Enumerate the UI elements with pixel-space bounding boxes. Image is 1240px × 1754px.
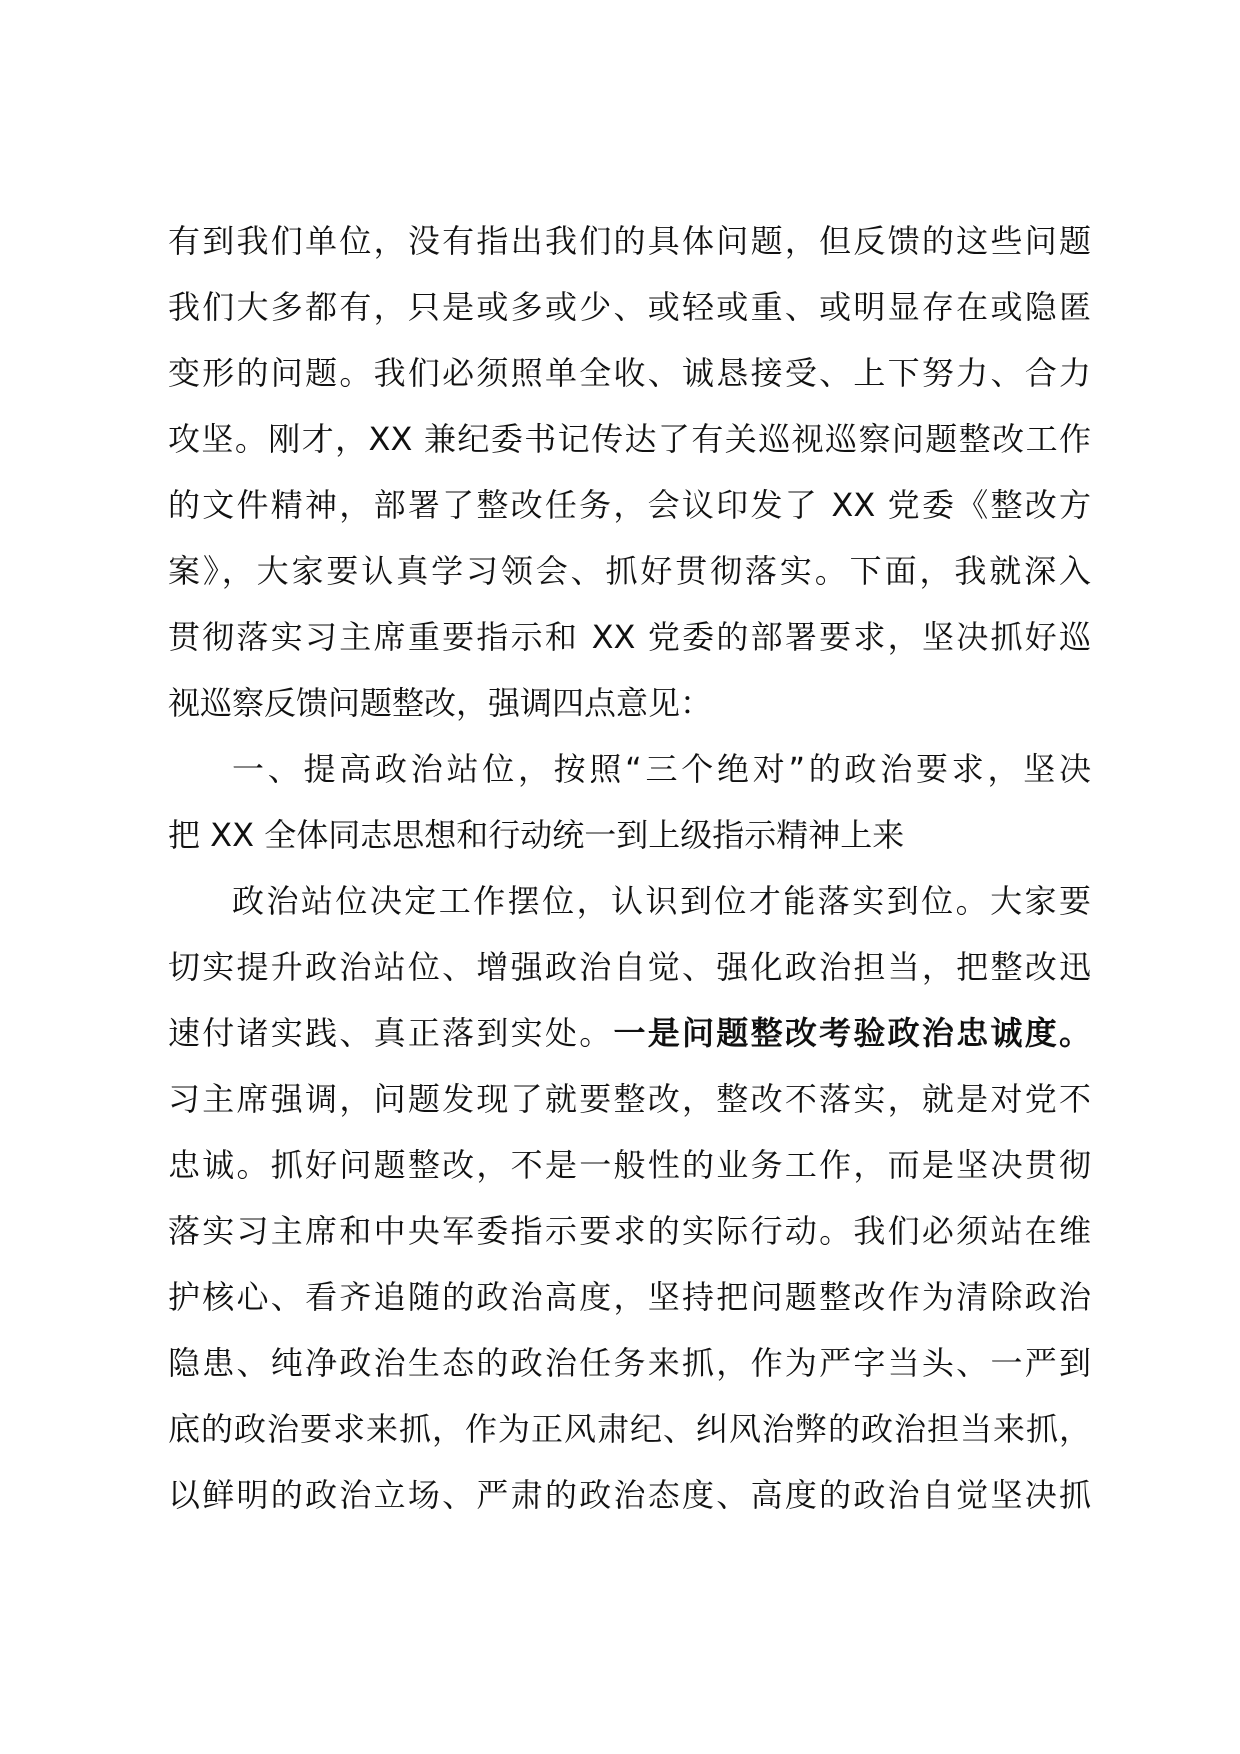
text-line: 攻坚。刚才，XX 兼纪委书记传达了有关巡视巡察问题整改工作 (168, 420, 1091, 458)
section-heading-line: 把 XX 全体同志思想和行动统一到上级指示精神上来 (168, 816, 905, 854)
text-line: 落实习主席和中央军委指示要求的实际行动。我们必须站在维 (168, 1212, 1091, 1250)
text-line: 视巡察反馈问题整改，强调四点意见： (168, 684, 713, 722)
text-line: 习主席强调，问题发现了就要整改，整改不落实，就是对党不 (168, 1080, 1091, 1118)
text-line: 的文件精神，部署了整改任务，会议印发了 XX 党委《整改方 (168, 486, 1091, 524)
text-run: 速付诸实践、真正落到实处。 (168, 1014, 614, 1052)
text-line: 切实提升政治站位、增强政治自觉、强化政治担当，把整改迅 (168, 948, 1091, 986)
text-line: 护核心、看齐追随的政治高度，坚持把问题整改作为清除政治 (168, 1278, 1091, 1316)
text-line: 政治站位决定工作摆位，认识到位才能落实到位。大家要 (232, 882, 1091, 920)
text-line: 忠诚。抓好问题整改，不是一般性的业务工作，而是坚决贯彻 (168, 1146, 1091, 1184)
text-line: 变形的问题。我们必须照单全收、诚恳接受、上下努力、合力 (168, 354, 1091, 392)
text-line: 案》，大家要认真学习领会、抓好贯彻落实。下面，我就深入 (168, 552, 1091, 590)
text-line-with-bold (168, 1000, 1091, 1066)
bold-lead-sentence: 一是问题整改考验政治忠诚度。 (613, 1014, 1091, 1052)
text-line: 贯彻落实习主席重要指示和 XX 党委的部署要求，坚决抓好巡 (168, 618, 1091, 656)
body-text (168, 208, 1091, 1528)
text-line: 底的政治要求来抓，作为正风肃纪、纠风治弊的政治担当来抓， (168, 1410, 1091, 1448)
text-line: 以鲜明的政治立场、严肃的政治态度、高度的政治自觉坚决抓 (168, 1476, 1091, 1514)
section-heading-line: 一、提高政治站位，按照“三个绝对”的政治要求，坚决 (232, 750, 1091, 788)
text-line: 隐患、纯净政治生态的政治任务来抓，作为严字当头、一严到 (168, 1344, 1091, 1382)
text-line: 有到我们单位，没有指出我们的具体问题，但反馈的这些问题 (168, 222, 1091, 260)
text-line: 我们大多都有，只是或多或少、或轻或重、或明显存在或隐匿 (168, 288, 1091, 326)
